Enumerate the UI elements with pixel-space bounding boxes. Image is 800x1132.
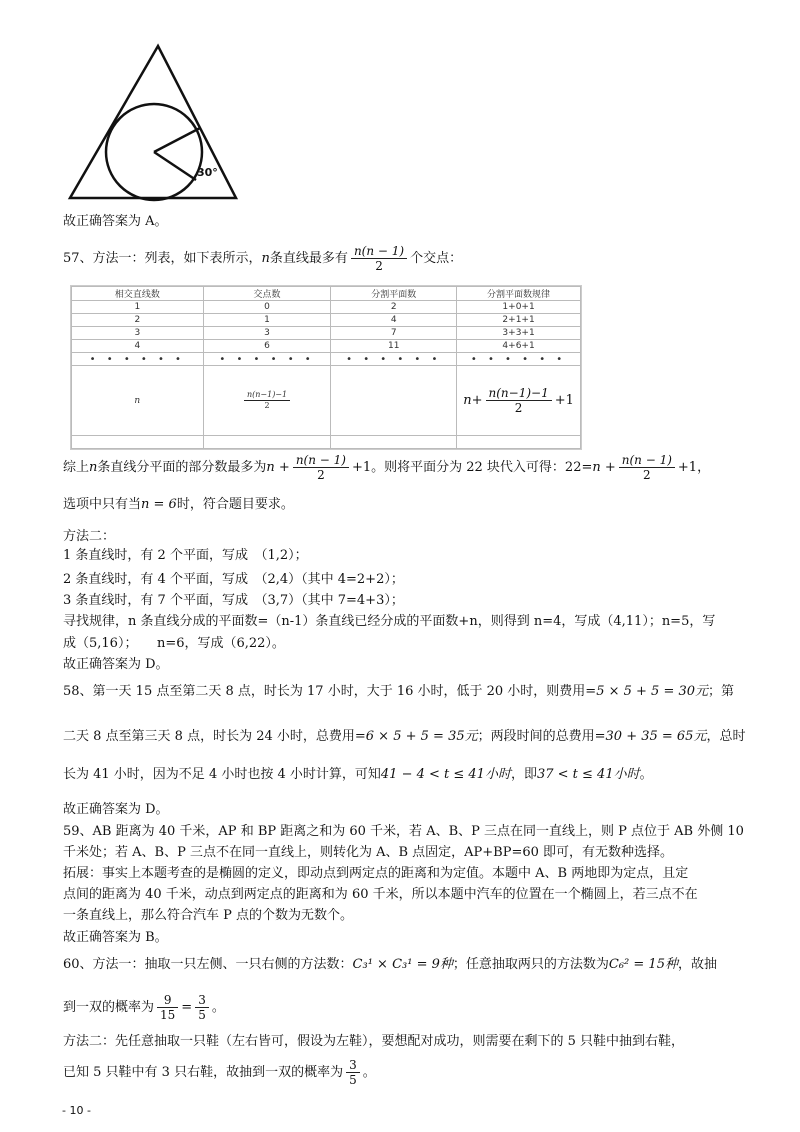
q58-l3-text: 长为 41 小时，因为不足 4 小时也按 4 小时计算，可知: [63, 767, 381, 782]
cell-frac-num: n(n−1)−1: [244, 390, 290, 401]
table-row: [72, 314, 581, 327]
angle-label: 30°: [197, 166, 218, 179]
q58-answer: 故正确答案为 D。: [63, 802, 169, 817]
q57-intro-text-c: 个交点：: [410, 251, 463, 266]
q57-method2-line-5: 成（5,16）； n=6，写成（6,22）。: [63, 636, 285, 651]
q60-l2-f2-num: 3: [195, 993, 209, 1008]
q57-summary-b: 条直线分平面的部分数最多为: [97, 460, 267, 475]
q60-l1-expr: C₃¹ × C₃¹ = 9种: [352, 957, 453, 972]
q59-answer: 故正确答案为 B。: [63, 930, 168, 945]
q56-answer: 故正确答案为 A。: [63, 214, 168, 229]
table-cell: [331, 436, 457, 449]
table-cell: [203, 436, 331, 449]
table-cell: • • • • • •: [203, 353, 331, 366]
q58-l2-mid: ；两段时间的总费用=: [477, 729, 606, 744]
q57-summary-fraction: [293, 453, 349, 482]
q57-method2-title: 方法二：: [63, 529, 116, 544]
cell-frac-den: 2: [264, 401, 270, 410]
q60-l4-fraction: [346, 1058, 360, 1087]
table-row: [72, 327, 581, 340]
table-cell: 3: [203, 327, 331, 340]
q57-method2-line-2: 2 条直线时，有 4 个平面，写成 （2,4）（其中 4=2+2）；: [63, 572, 404, 587]
q57-method2-line-3: 3 条直线时，有 7 个平面，写成 （3,7）（其中 7=4+3）；: [63, 593, 404, 608]
q57-intro-frac-num: n(n − 1): [351, 244, 407, 259]
table-cell: 4: [72, 340, 204, 353]
q58-l1-text: 58、第一天 15 点至第二天 8 点，时长为 17 小时，大于 16 小时，低于 20 小时，则费用=: [63, 684, 597, 699]
q58-l2-expr2: 30 + 35 = 65元: [605, 729, 707, 744]
q57-choose-expr: n = 6: [141, 497, 177, 512]
table-cell: • • • • • •: [331, 353, 457, 366]
table-cell: 2: [72, 314, 204, 327]
cell-frac-den: 2: [514, 401, 523, 415]
q57-intro-var: n: [261, 251, 270, 266]
q60-l4-den: 5: [349, 1073, 357, 1087]
cell-fraction: [486, 386, 552, 415]
q57-summary-expr-pre: n +: [266, 460, 290, 475]
q57-method2-line-1: 1 条直线时，有 2 个平面，写成 （1,2）；: [63, 548, 308, 563]
q60-l2-fraction-2: [195, 993, 209, 1022]
q60-l4-num: 3: [346, 1058, 360, 1073]
q58-l2-tail: ，总时: [706, 729, 746, 744]
q57-summary-frac2-den: 2: [643, 468, 651, 482]
q57-intro-text-b: 条直线最多有: [269, 251, 348, 266]
q59-line-1: 59、AB 距离为 40 千米，AP 和 BP 距离之和为 60 千米，若 A、B、P 三点在同一直线上，则 P 点位于 AB 外侧 10: [63, 824, 744, 839]
q57-intro: [63, 240, 462, 278]
q57-summary-d: +1，: [677, 460, 711, 475]
q57-choose-b: 时，符合题目要求。: [176, 497, 294, 512]
cell-frac-num: n(n−1)−1: [486, 386, 552, 401]
table-row-empty: [72, 436, 581, 449]
q57-summary-var: n: [89, 460, 98, 475]
q59-line-2: 千米处；若 A、B、P 三点不在同一直线上，则转化为 A、B 点固定，AP+BP=60 即可，有无数种选择。: [63, 845, 674, 860]
q60-l4-text: 已知 5 只鞋中有 3 只右鞋，故抽到一双的概率为: [63, 1065, 344, 1080]
q60-l1-mid: ；任意抽取两只的方法数为: [452, 957, 609, 972]
q57-summary-frac2-num: n(n − 1): [619, 453, 675, 468]
table-cell: • • • • • •: [72, 353, 204, 366]
table-header-cell: 交点数: [203, 287, 331, 301]
table-row: [72, 340, 581, 353]
table-cell: [203, 366, 331, 436]
q57-intro-frac-den: 2: [375, 259, 383, 273]
q57-intro-fraction: [351, 244, 407, 273]
radius-line-a: [154, 128, 200, 152]
q60-l1-text: 60、方法一：抽取一只左侧、一只右侧的方法数：: [63, 957, 353, 972]
table-header-cell: 相交直线数: [72, 287, 204, 301]
q58-l2-expr: 6 × 5 + 5 = 35元: [365, 729, 478, 744]
q60-l2-f2-den: 5: [198, 1008, 206, 1022]
q60-l2-f1-num: 9: [157, 993, 178, 1008]
radius-line-b: [154, 152, 196, 180]
table-cell: 6: [203, 340, 331, 353]
table-cell: • • • • • •: [457, 353, 581, 366]
q60-l2-eq: =: [181, 1000, 193, 1015]
q57-summary-c: +1。则将平面分为 22 块代入可得：22=: [351, 460, 593, 475]
table-header-row: [72, 287, 581, 301]
q58-l3-expr: 41 − 4 < t ≤ 41小时: [380, 767, 511, 782]
table-cell: 3+3+1: [457, 327, 581, 340]
q59-line-3: 拓展：事实上本题考查的是椭圆的定义，即动点到两定点的距离和为定值。本题中 A、B 两地即为定点，且定: [63, 866, 689, 881]
q58-l3-mid: ，即: [510, 767, 537, 782]
table-cell: 1+0+1: [457, 301, 581, 314]
table-header-cell: 分割平面数规律: [457, 287, 581, 301]
triangle-circle-figure: [60, 40, 260, 205]
q57-choose-a: 选项中只有当: [63, 497, 142, 512]
q60-l4-tail: 。: [362, 1065, 376, 1080]
q58-line-1: [63, 683, 734, 701]
table-row-general: [72, 366, 581, 436]
table-cell: [457, 436, 581, 449]
table-cell: 1: [203, 314, 331, 327]
q58-l1-expr: 5 × 5 + 5 = 30元: [596, 684, 709, 699]
q59-line-4: 点间的距离为 40 千米，动点到两定点的距离和为 60 千米，所以本题中汽车的位置在一个椭圆上，若三点不在: [63, 887, 698, 902]
page-number: - 10 -: [62, 1104, 91, 1117]
q57-summary-a: 综上: [63, 460, 90, 475]
q58-line-2: [63, 728, 745, 746]
q60-l2-tail: 。: [211, 1000, 225, 1015]
cell-expr-pre: n+: [463, 393, 483, 408]
table-header-cell: 分割平面数: [331, 287, 457, 301]
q58-l2-text: 二天 8 点至第三天 8 点，时长为 24 小时，总费用=: [63, 729, 366, 744]
table-cell: 2: [331, 301, 457, 314]
q57-choose: [63, 496, 294, 514]
q60-l2-fraction-1: [157, 993, 178, 1022]
q60-line-3: 方法二：先任意抽取一只鞋（左右皆可，假设为左鞋），要想配对成功，则需要在剩下的 5 只鞋中抽到右鞋，: [63, 1034, 685, 1049]
q60-l2-f1-den: 15: [160, 1008, 176, 1022]
q59-line-5: 一条直线上，那么符合汽车 P 点的个数为无数个。: [63, 908, 354, 923]
q60-l1-tail: ，故抽: [677, 957, 717, 972]
table-cell: 11: [331, 340, 457, 353]
q58-l3-expr2: 37 < t ≤ 41小时: [536, 767, 640, 782]
q60-line-4: [63, 1055, 376, 1091]
q57-table: [71, 286, 581, 449]
table-cell: [457, 366, 581, 436]
q60-line-1: [63, 956, 717, 974]
table-cell: [72, 436, 204, 449]
table-row: [72, 353, 581, 366]
cell-fraction: [244, 390, 290, 411]
table-cell: 1: [72, 301, 204, 314]
q57-intro-text-a: 57、方法一：列表，如下表所示，: [63, 251, 262, 266]
table-cell: 4+6+1: [457, 340, 581, 353]
table-cell: 7: [331, 327, 457, 340]
q60-l1-expr2: C₆² = 15种: [608, 957, 678, 972]
q58-line-3: [63, 766, 653, 784]
table-cell: 0: [203, 301, 331, 314]
q60-l2-text: 到一双的概率为: [63, 1000, 155, 1015]
table-cell: 4: [331, 314, 457, 327]
table-cell: [331, 366, 457, 436]
q58-l3-tail: 。: [639, 767, 653, 782]
table-cell: n: [72, 366, 204, 436]
table-cell: 2+1+1: [457, 314, 581, 327]
q57-summary-frac-num: n(n − 1): [293, 453, 349, 468]
q57-method2-line-4: 寻找规律，n 条直线分成的平面数=（n-1）条直线已经分成的平面数+n，则得到 n=4，写成（4,11）；n=5，写: [63, 614, 716, 629]
table-row: [72, 301, 581, 314]
q57-summary-frac-den: 2: [317, 468, 325, 482]
q57-summary-expr2-pre: n +: [592, 460, 616, 475]
q57-table-wrapper: [70, 285, 582, 450]
q60-line-2: [63, 990, 225, 1026]
q57-summary: [63, 448, 710, 488]
q58-l1-tail: ；第: [708, 684, 735, 699]
q57-answer: 故正确答案为 D。: [63, 657, 169, 672]
table-cell: 3: [72, 327, 204, 340]
cell-expr-post: +1: [554, 393, 574, 408]
q57-summary-fraction-2: [619, 453, 675, 482]
